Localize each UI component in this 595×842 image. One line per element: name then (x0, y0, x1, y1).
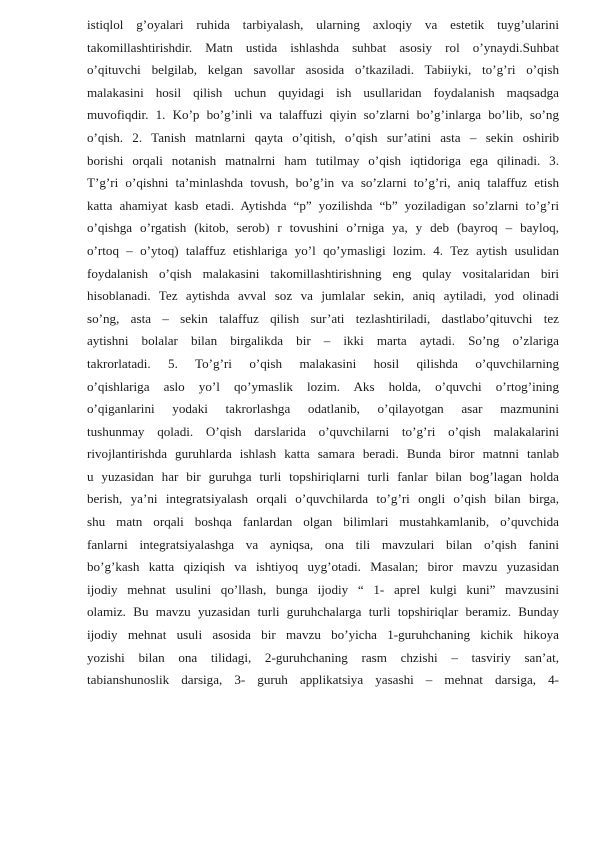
text-line-18: o’qiganlarini yodaki takrorlashga odatlanib, o’qilayotgan asar mazmunini (87, 401, 559, 417)
text-line-8: T’g’ri o’qishni ta’minlashda tovush, bo’g’in va so’zlarni to’g’ri, aniq talaffuz etish (87, 175, 559, 191)
text-line-17: o’qishlariga aslo yo’l qo’ymaslik lozim. Aks holda, o’quvchi o’rtog’ining (87, 378, 559, 394)
body-text (87, 14, 559, 692)
text-line-21: u yuzasidan har bir guruhga turli topshiriqlarni turli fanlar bilan bog’lagan holda (87, 468, 559, 484)
text-line-3: o’qituvchi belgilab, kelgan savollar asosida o’tkaziladi. Tabiiyki, to’g’ri o’qish (87, 62, 559, 78)
text-line-2: takomillashtirishdir. Matn ustida ishlashda suhbat asosiy rol o’ynaydi.Suhbat (87, 39, 559, 55)
text-line-24: fanlarni integratsiyalashga va ayniqsa, ona tili mavzulari bilan o’qish fanini (87, 536, 559, 552)
text-line-5: muvofiqdir. 1. Ko’p bo’g’inli va talaffuzi qiyin so’zlarni bo’g’inlarga bo’lib, so’ng (87, 107, 559, 123)
text-line-6: o’qish. 2. Tanish matnlarni qayta o’qitish, o’qish sur’atini asta – sekin oshirib (87, 129, 559, 145)
text-line-4: malakasini hosil qilish uchun quyidagi ish usullaridan foydalanish maqsadga (87, 84, 559, 100)
text-line-11: o’rtoq – o’ytoq) talaffuz etishlariga yo’l qo’ymasligi lozim. 4. Tez aytish usulidan (87, 242, 559, 258)
text-line-26: ijodiy mehnat usulini qo’llash, bunga ijodiy “ 1- aprel kulgi kuni” mavzusini (87, 581, 559, 597)
text-line-20: rivojlantirishda guruhlarda ishlash katta samara beradi. Bunda biror matnni tanlab (87, 446, 559, 462)
text-line-19: tushunmay qoladi. O’qish darslarida o’quvchilarni to’g’ri o’qish malakalarini (87, 423, 559, 439)
text-line-27: olamiz. Bu mavzu yuzasidan turli guruhchalarga turli topshiriqlar beramiz. Bunday (87, 604, 559, 620)
text-line-12: foydalanish o’qish malakasini takomillashtirishning eng qulay vositalaridan biri (87, 265, 559, 281)
text-line-29: yozishi bilan ona tilidagi, 2-guruhchaning rasm chzishi – tasviriy san’at, (87, 649, 559, 665)
text-line-13: hisoblanadi. Tez aytishda avval soz va jumlalar sekin, aniq aytiladi, yod olinadi (87, 288, 559, 304)
text-line-25: bo’g’kash katta qiziqish va ishtiyoq uyg’otadi. Masalan; biror mavzu yuzasidan (87, 559, 559, 575)
text-line-23: shu matn orqali boshqa fanlardan olgan bilimlari mustahkamlanib, o’quvchida (87, 514, 559, 530)
text-line-1: istiqlol g’oyalari ruhida tarbiyalash, ularning axloqiy va estetik tuyg’ularini (87, 17, 559, 32)
text-line-7: borishi orqali notanish matnalrni ham tutilmay o’qish iqtidoriga ega qilinadi. 3. (87, 152, 559, 168)
text-line-14: so’ng, asta – sekin talaffuz qilish sur’ati tezlashtiriladi, dastlabo’qituvchi tez (87, 310, 559, 326)
text-line-16: takrorlatadi. 5. To’g’ri o’qish malakasini hosil qilishda o’quvchilarning (87, 355, 559, 371)
text-line-28: ijodiy mehnat usuli asosida bir mavzu bo’yicha 1-guruhchaning kichik hikoya (87, 627, 559, 643)
text-line-10: o’qishga o’rgatish (kitob, serob) r tovushini o’rniga ya, y deb (bayroq – bayloq, (87, 220, 559, 236)
text-line-15: aytishni bolalar bilan birgalikda bir – ikki marta aytadi. So’ng o’zlariga (87, 333, 559, 349)
text-line-9: katta ahamiyat kasb etadi. Aytishda “p” yozilishda “b” yoziladigan so’zlarni to’g’ri (87, 197, 559, 213)
text-line-22: berish, ya’ni integratsiyalash orqali o’quvchilarda to’g’ri ongli o’qish bilan birga, (87, 491, 559, 507)
text-line-30: tabianshunoslik darsiga, 3- guruh applikatsiya yasashi – mehnat darsiga, 4- (87, 672, 559, 688)
